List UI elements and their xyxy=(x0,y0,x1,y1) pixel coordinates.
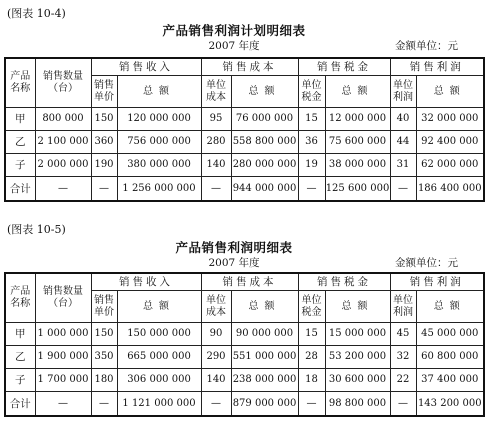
unit-price-cell: 150 xyxy=(91,323,117,346)
unit-price-cell: 350 xyxy=(91,346,117,369)
table-row xyxy=(5,323,484,346)
profit-total-cell: 143 200 000 xyxy=(416,392,484,417)
table-row xyxy=(5,369,484,392)
unit-cost-cell: 95 xyxy=(201,108,231,131)
table-caption: (图表 10-4) xyxy=(7,7,66,20)
unit-price-cell: 150 xyxy=(91,108,117,131)
revenue-header: 销售收入 xyxy=(91,58,201,76)
quantity-cell: 1 000 000 xyxy=(35,323,91,346)
revenue-total-cell: 1 256 000 000 xyxy=(117,177,201,202)
profit-total-cell: 60 800 000 xyxy=(416,346,484,369)
unit-price-cell: — xyxy=(91,177,117,202)
quantity-header: 销售数量（台） xyxy=(35,273,91,323)
unit-profit-cell: 22 xyxy=(390,369,416,392)
unit-tax-cell: 15 xyxy=(298,323,325,346)
tax-total-cell: 125 600 000 xyxy=(325,177,390,202)
revenue-total-cell: 756 000 000 xyxy=(117,131,201,154)
table-caption: (图表 10-5) xyxy=(7,223,66,236)
unit-cost-cell: — xyxy=(201,177,231,202)
profit-header: 销售利润 xyxy=(390,58,484,76)
cost-total-cell: 90 000 000 xyxy=(231,323,298,346)
revenue-total-cell: 380 000 000 xyxy=(117,154,201,177)
quantity-cell: 1 900 000 xyxy=(35,346,91,369)
quantity-cell: 1 700 000 xyxy=(35,369,91,392)
profit-amount-header: 总额 xyxy=(416,291,484,323)
tax-header: 销售税金 xyxy=(298,58,390,76)
tax-total-cell: 98 800 000 xyxy=(325,392,390,417)
unit-cost-cell: 140 xyxy=(201,369,231,392)
cost-total-cell: 76 000 000 xyxy=(231,108,298,131)
profit-detail-table xyxy=(4,272,485,417)
total-row xyxy=(5,177,484,202)
profit-amount-header: 总额 xyxy=(416,76,484,108)
cost-amount-header: 总额 xyxy=(231,76,298,108)
revenue-total-cell: 1 121 000 000 xyxy=(117,392,201,417)
total-row xyxy=(5,392,484,417)
profit-total-cell: 186 400 000 xyxy=(416,177,484,202)
product-name-cell: 甲 xyxy=(5,323,35,346)
unit-cost-cell: 90 xyxy=(201,323,231,346)
profit-total-cell: 45 000 000 xyxy=(416,323,484,346)
unit-tax-header: 单位税金 xyxy=(298,76,325,108)
revenue-amount-header: 总额 xyxy=(117,291,201,323)
product-name-cell: 合计 xyxy=(5,392,35,417)
group-header-row xyxy=(5,273,484,291)
currency-unit: 金额单位：元 xyxy=(395,40,458,52)
revenue-total-cell: 150 000 000 xyxy=(117,323,201,346)
currency-unit: 金额单位：元 xyxy=(395,257,458,269)
product-name-cell: 甲 xyxy=(5,108,35,131)
profit-detail-table xyxy=(4,57,485,202)
unit-profit-cell: 45 xyxy=(390,323,416,346)
revenue-total-cell: 665 000 000 xyxy=(117,346,201,369)
unit-profit-cell: 44 xyxy=(390,131,416,154)
unit-profit-cell: 40 xyxy=(390,108,416,131)
unit-profit-cell: 31 xyxy=(390,154,416,177)
unit-price-cell: — xyxy=(91,392,117,417)
table-row xyxy=(5,346,484,369)
product-name-header: 产品名称 xyxy=(5,273,35,323)
table-title: 产品销售利润计划明细表 xyxy=(162,23,306,38)
table-year: 2007 年度 xyxy=(208,257,260,269)
profit-total-cell: 37 400 000 xyxy=(416,369,484,392)
cost-total-cell: 879 000 000 xyxy=(231,392,298,417)
unit-tax-cell: — xyxy=(298,392,325,417)
unit-profit-cell: — xyxy=(390,177,416,202)
unit-cost-cell: 290 xyxy=(201,346,231,369)
unit-price-cell: 180 xyxy=(91,369,117,392)
quantity-cell: 800 000 xyxy=(35,108,91,131)
unit-price-header: 销售单价 xyxy=(91,291,117,323)
unit-profit-header: 单位利润 xyxy=(390,76,416,108)
product-name-cell: 子 xyxy=(5,369,35,392)
tax-amount-header: 总额 xyxy=(325,76,390,108)
cost-total-cell: 558 800 000 xyxy=(231,131,298,154)
cost-total-cell: 944 000 000 xyxy=(231,177,298,202)
unit-cost-header: 单位成本 xyxy=(201,291,231,323)
profit-total-cell: 92 400 000 xyxy=(416,131,484,154)
profit-total-cell: 62 000 000 xyxy=(416,154,484,177)
product-name-header: 产品名称 xyxy=(5,58,35,108)
product-name-cell: 子 xyxy=(5,154,35,177)
unit-tax-header: 单位税金 xyxy=(298,291,325,323)
revenue-header: 销售收入 xyxy=(91,273,201,291)
tax-total-cell: 53 200 000 xyxy=(325,346,390,369)
unit-price-cell: 190 xyxy=(91,154,117,177)
quantity-cell: 2 000 000 xyxy=(35,154,91,177)
cost-total-cell: 238 000 000 xyxy=(231,369,298,392)
tax-amount-header: 总额 xyxy=(325,291,390,323)
table-row xyxy=(5,131,484,154)
quantity-cell: 2 100 000 xyxy=(35,131,91,154)
profit-total-cell: 32 000 000 xyxy=(416,108,484,131)
unit-tax-cell: 15 xyxy=(298,108,325,131)
quantity-cell: — xyxy=(35,177,91,202)
tax-total-cell: 12 000 000 xyxy=(325,108,390,131)
unit-tax-cell: 36 xyxy=(298,131,325,154)
revenue-total-cell: 306 000 000 xyxy=(117,369,201,392)
unit-price-header: 销售单价 xyxy=(91,76,117,108)
unit-cost-header: 单位成本 xyxy=(201,76,231,108)
unit-cost-cell: — xyxy=(201,392,231,417)
unit-tax-cell: 28 xyxy=(298,346,325,369)
cost-amount-header: 总额 xyxy=(231,291,298,323)
tax-total-cell: 38 000 000 xyxy=(325,154,390,177)
revenue-total-cell: 120 000 000 xyxy=(117,108,201,131)
unit-cost-cell: 280 xyxy=(201,131,231,154)
unit-tax-cell: — xyxy=(298,177,325,202)
unit-price-cell: 360 xyxy=(91,131,117,154)
cost-total-cell: 280 000 000 xyxy=(231,154,298,177)
unit-profit-header: 单位利润 xyxy=(390,291,416,323)
tax-header: 销售税金 xyxy=(298,273,390,291)
unit-tax-cell: 18 xyxy=(298,369,325,392)
table-row xyxy=(5,154,484,177)
unit-tax-cell: 19 xyxy=(298,154,325,177)
cost-header: 销售成本 xyxy=(201,58,298,76)
tax-total-cell: 30 600 000 xyxy=(325,369,390,392)
quantity-header: 销售数量（台） xyxy=(35,58,91,108)
tax-total-cell: 15 000 000 xyxy=(325,323,390,346)
table-year: 2007 年度 xyxy=(208,40,260,52)
cost-total-cell: 551 000 000 xyxy=(231,346,298,369)
product-name-cell: 合计 xyxy=(5,177,35,202)
product-name-cell: 乙 xyxy=(5,131,35,154)
quantity-cell: — xyxy=(35,392,91,417)
product-name-cell: 乙 xyxy=(5,346,35,369)
unit-profit-cell: 32 xyxy=(390,346,416,369)
table-title: 产品销售利润明细表 xyxy=(175,240,293,255)
tax-total-cell: 75 600 000 xyxy=(325,131,390,154)
cost-header: 销售成本 xyxy=(201,273,298,291)
table-row xyxy=(5,108,484,131)
unit-cost-cell: 140 xyxy=(201,154,231,177)
revenue-amount-header: 总额 xyxy=(117,76,201,108)
group-header-row xyxy=(5,58,484,76)
unit-profit-cell: — xyxy=(390,392,416,417)
profit-header: 销售利润 xyxy=(390,273,484,291)
